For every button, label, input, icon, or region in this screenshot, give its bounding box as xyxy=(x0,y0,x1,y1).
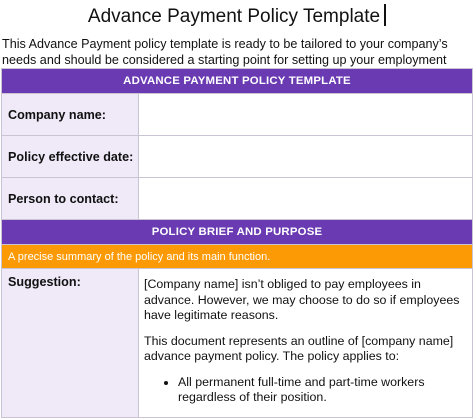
table-row xyxy=(2,94,473,136)
table-header: ADVANCE PAYMENT POLICY TEMPLATE xyxy=(2,69,473,94)
text-cursor xyxy=(384,4,386,26)
suggestion-paragraph-2: This document represents an outline of [company name] advance payment policy. The policy applies to: xyxy=(144,333,454,363)
table-row xyxy=(2,136,473,178)
document-title[interactable] xyxy=(0,4,474,29)
table-row xyxy=(2,178,473,220)
person-to-contact-field[interactable] xyxy=(139,178,473,220)
document-title-text: Advance Payment Policy Template xyxy=(87,6,381,27)
section-hint: A precise summary of the policy and its main function. xyxy=(2,245,473,269)
policy-table xyxy=(1,68,473,418)
suggestion-bullet-list xyxy=(144,375,464,406)
company-name-label: Company name: xyxy=(2,94,139,136)
table-header-row xyxy=(2,69,473,94)
suggestion-label: Suggestion: xyxy=(2,269,139,418)
policy-effective-date-field[interactable] xyxy=(139,136,473,178)
section-header-row xyxy=(2,220,473,245)
suggestion-paragraph-1: [Company name] isn’t obliged to pay employees in advance. However, we may choose to do so if employees have legitimate reasons. xyxy=(144,277,460,322)
suggestion-row xyxy=(2,269,473,418)
list-item: • All permanent full-time and part-time workers regardless of their position. xyxy=(178,375,464,406)
section-header: POLICY BRIEF AND PURPOSE xyxy=(2,220,473,245)
section-hint-row xyxy=(2,245,473,269)
person-to-contact-label: Person to contact: xyxy=(2,178,139,220)
company-name-field[interactable] xyxy=(139,94,473,136)
policy-effective-date-label: Policy effective date: xyxy=(2,136,139,178)
intro-paragraph: This Advance Payment policy template is ready to be tailored to your company’s needs and should be considered a starting point for setting up your employment xyxy=(2,37,448,67)
suggestion-content[interactable] xyxy=(139,269,473,418)
